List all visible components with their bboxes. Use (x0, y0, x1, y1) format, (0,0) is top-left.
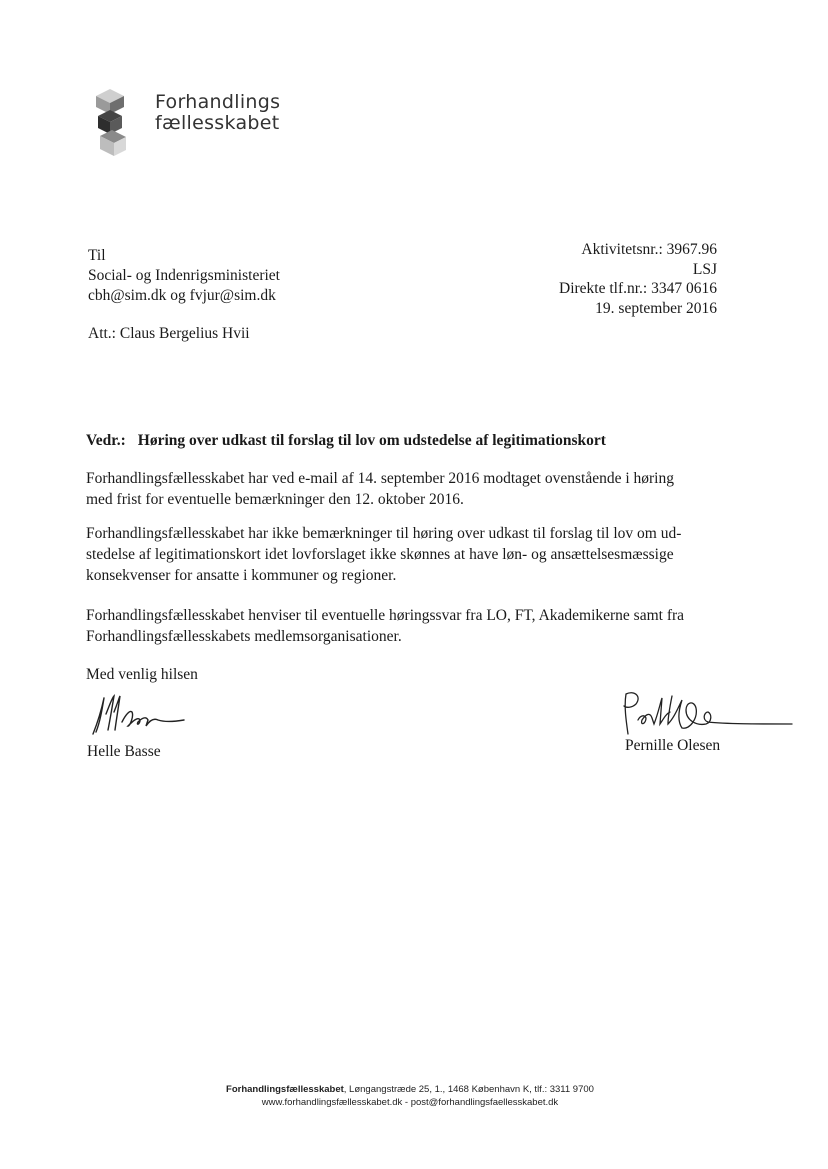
signatory-right: Pernille Olesen (625, 737, 721, 754)
initials: LSJ (692, 260, 717, 278)
letter-date: 19. september 2016 (595, 299, 717, 317)
logo-mark-icon (96, 89, 126, 156)
paragraph-line: Forhandlingsfællesskabets medlemsorganisationer. (86, 628, 402, 645)
paragraph-3 (86, 605, 728, 647)
footer-line-1 (150, 1083, 670, 1096)
paragraph-2 (86, 523, 728, 586)
paragraph-line: Forhandlingsfællesskabet henviser til eventuelle høringssvar fra LO, FT, Akademikerne samt fra (86, 607, 685, 624)
logo-line-2: fællesskabet (155, 112, 280, 134)
recipient-to-label: Til (88, 247, 106, 264)
signatory-left: Helle Basse (87, 743, 161, 760)
recipient-block (88, 246, 280, 306)
paragraph-1 (86, 468, 728, 510)
recipient-att: Att.: Claus Bergelius Hvii (88, 325, 250, 342)
signature-helle-basse (88, 692, 188, 738)
recipient-emails: cbh@sim.dk og fvjur@sim.dk (88, 287, 276, 304)
footer (150, 1083, 670, 1109)
subject-line (86, 432, 606, 450)
paragraph-line: med frist for eventuelle bemærkninger den 12. oktober 2016. (86, 491, 464, 508)
logo-text (155, 92, 280, 134)
meta-block (559, 240, 717, 318)
activity-number: Aktivitetsnr.: 3967.96 (581, 241, 717, 258)
footer-line-2: www.forhandlingsfællesskabet.dk - post@forhandlingsfaellesskabet.dk (261, 1097, 559, 1108)
signature-pernille-olesen (616, 690, 796, 740)
recipient-name: Social- og Indenrigsministeriet (88, 267, 280, 284)
paragraph-line: konsekvenser for ansatte i kommuner og regioner. (86, 567, 397, 584)
subject-label: Vedr.: (86, 432, 126, 449)
paragraph-line: Forhandlingsfællesskabet har ikke bemærkninger til høring over udkast til forslag til lov om ud- (86, 525, 682, 542)
paragraph-line: Forhandlingsfællesskabet har ved e-mail af 14. september 2016 modtaget ovenstående i høring (86, 470, 674, 487)
footer-org: Forhandlingsfællesskabet (226, 1084, 344, 1095)
subject-text: Høring over udkast til forslag til lov om udstedelse af legitimationskort (137, 432, 606, 449)
direct-phone: Direkte tlf.nr.: 3347 0616 (559, 280, 717, 297)
closing: Med venlig hilsen (86, 666, 198, 683)
footer-address: , Løngangstræde 25, 1., 1468 København K, tlf.: 3311 9700 (343, 1084, 594, 1095)
paragraph-line: stedelse af legitimationskort idet lovforslaget ikke skønnes at have løn- og ansættelsesmæssige (86, 546, 674, 563)
logo-line-1: Forhandlings (155, 91, 281, 113)
